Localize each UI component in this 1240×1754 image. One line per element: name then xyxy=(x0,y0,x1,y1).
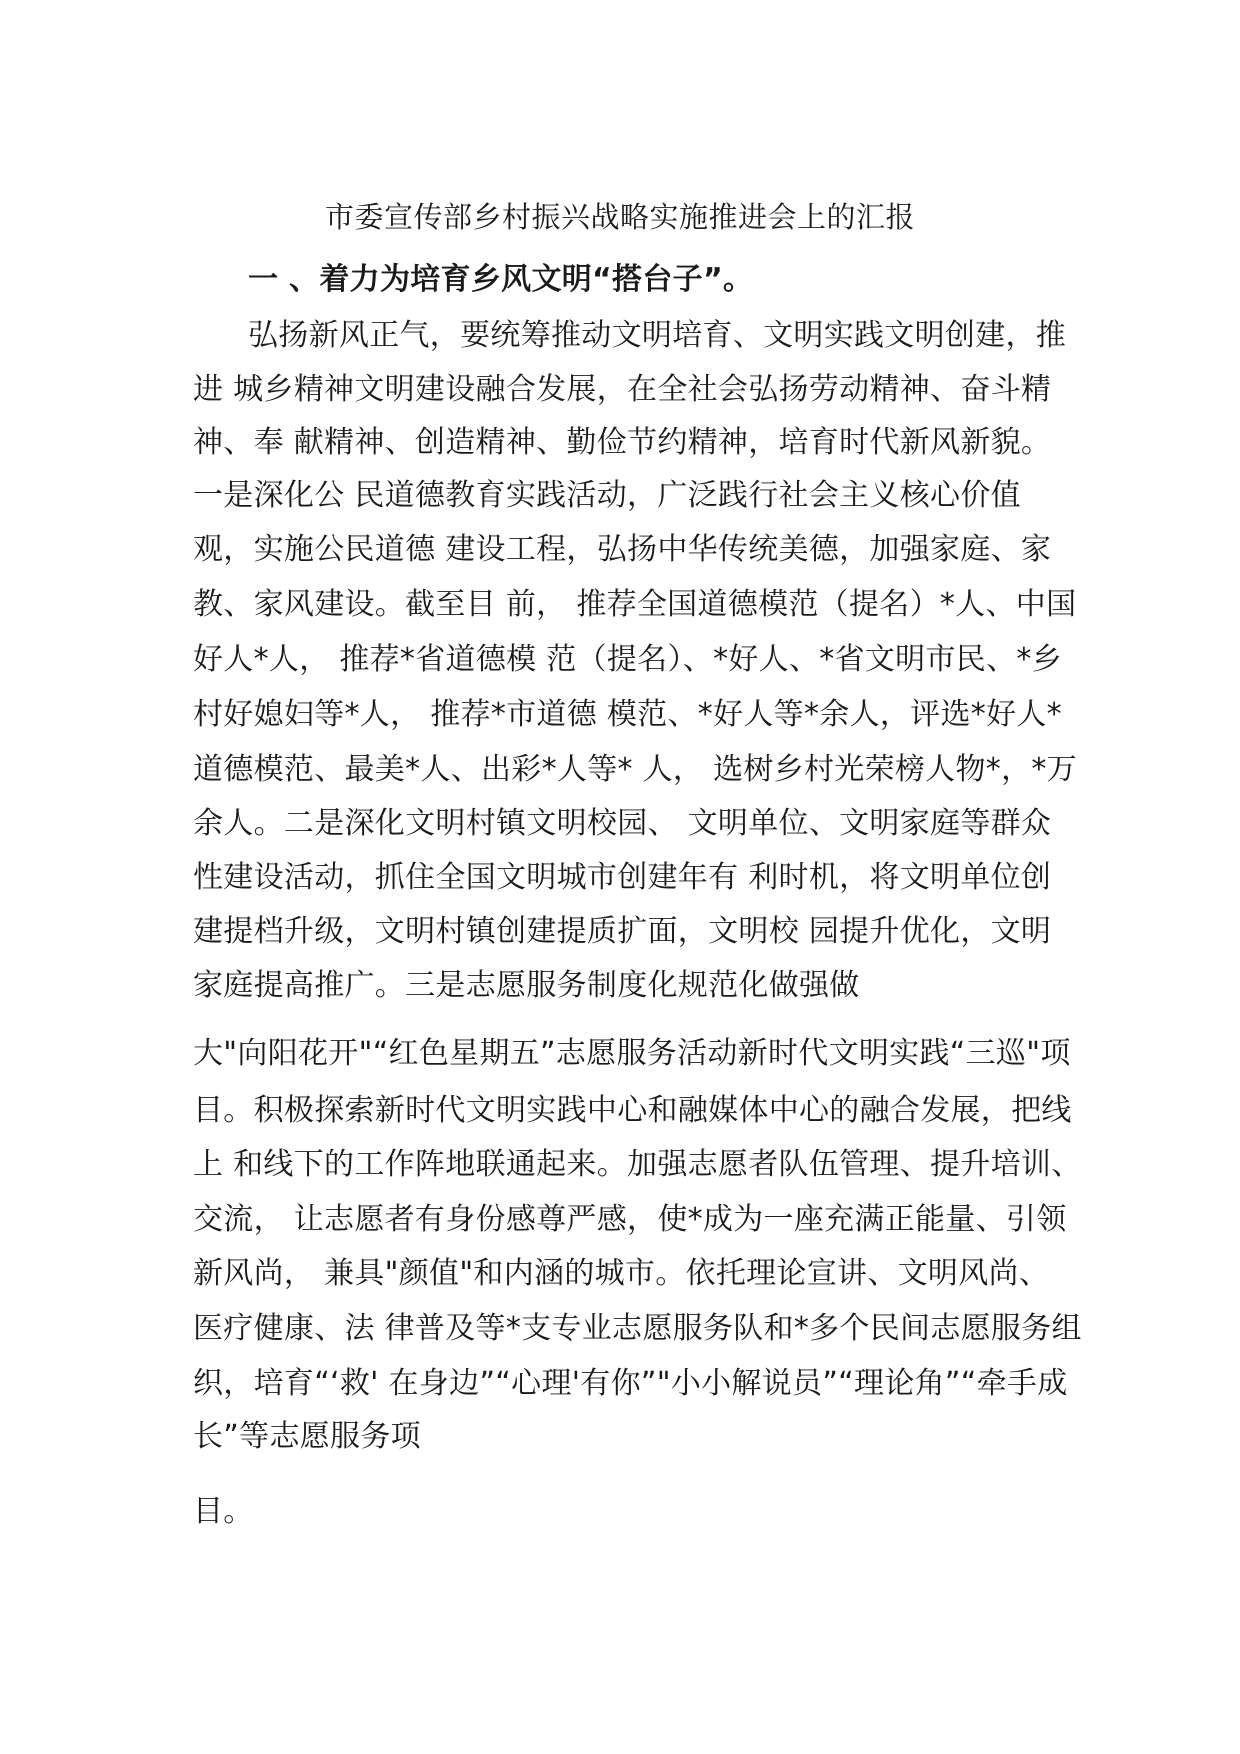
body-line: 交流， 让志愿者有身份感尊严感，使*成为一座充满正能量、引领 xyxy=(193,1202,1067,1237)
body-line: 一是深化公 民道德教育实践活动，广泛践行社会主义核心价值 xyxy=(193,478,1021,513)
body-line: 目。 xyxy=(193,1494,254,1529)
body-line: 弘扬新风正气，要统筹推动文明培育、文明实践文明创建，推 xyxy=(248,318,1067,353)
body-line: 教、家风建设。截至目 前， 推荐全国道德模范（提名）*人、中国 xyxy=(193,587,1077,622)
body-line: 上 和线下的工作阵地联通起来。加强志愿者队伍管理、提升培训、 xyxy=(193,1147,1082,1182)
body-line: 大"向阳花开"“红色星期五”志愿服务活动新时代文明实践“三巡"项 xyxy=(193,1036,1071,1071)
body-line: 家庭提高推广。三是志愿服务制度化规范化做强做 xyxy=(193,968,860,1003)
page-title: 市委宣传部乡村振兴战略实施推进会上的汇报 xyxy=(324,200,915,234)
body-line: 观，实施公民道德 建设工程，弘扬中华传统美德，加强家庭、家 xyxy=(193,532,1052,567)
body-line: 目。积极探索新时代文明实践中心和融媒体中心的融合发展，把线 xyxy=(193,1093,1072,1128)
body-line: 织，培育“‘救' 在身边”“心理'有你”"小小解说员”“理论角”“牵手成 xyxy=(193,1366,1068,1401)
body-line: 长”等志愿服务项 xyxy=(193,1419,421,1454)
body-line: 医疗健康、法 律普及等*支专业志愿服务队和*多个民间志愿服务组 xyxy=(193,1311,1082,1346)
section-heading: 一 、着力为培育乡风文明“搭台子”。 xyxy=(248,262,754,297)
body-line: 进 城乡精神文明建设融合发展，在全社会弘扬劳动精神、奋斗精 xyxy=(193,372,1052,407)
body-line: 道德模范、最美*人、出彩*人等* 人， 选树乡村光荣榜人物*，*万 xyxy=(193,752,1077,787)
body-line: 新风尚， 兼具"颜值"和内涵的城市。依托理论宣讲、文明风尚、 xyxy=(193,1256,1050,1291)
body-line: 建提档升级，文明村镇创建提质扩面，文明校 园提升优化，文明 xyxy=(193,914,1052,949)
body-line: 余人。二是深化文明村镇文明校园、 文明单位、文明家庭等群众 xyxy=(193,806,1052,841)
body-line: 神、奉 献精神、创造精神、勤俭节约精神，培育时代新风新貌。 xyxy=(193,425,1052,460)
body-line: 性建设活动，抓住全国文明城市创建年有 利时机，将文明单位创 xyxy=(193,860,1052,895)
body-line: 村好媳妇等*人， 推荐*市道德 模范、*好人等*余人，评选*好人* xyxy=(193,697,1062,732)
body-line: 好人*人， 推荐*省道德模 范（提名）、*好人、*省文明市民、*乡 xyxy=(193,642,1062,677)
